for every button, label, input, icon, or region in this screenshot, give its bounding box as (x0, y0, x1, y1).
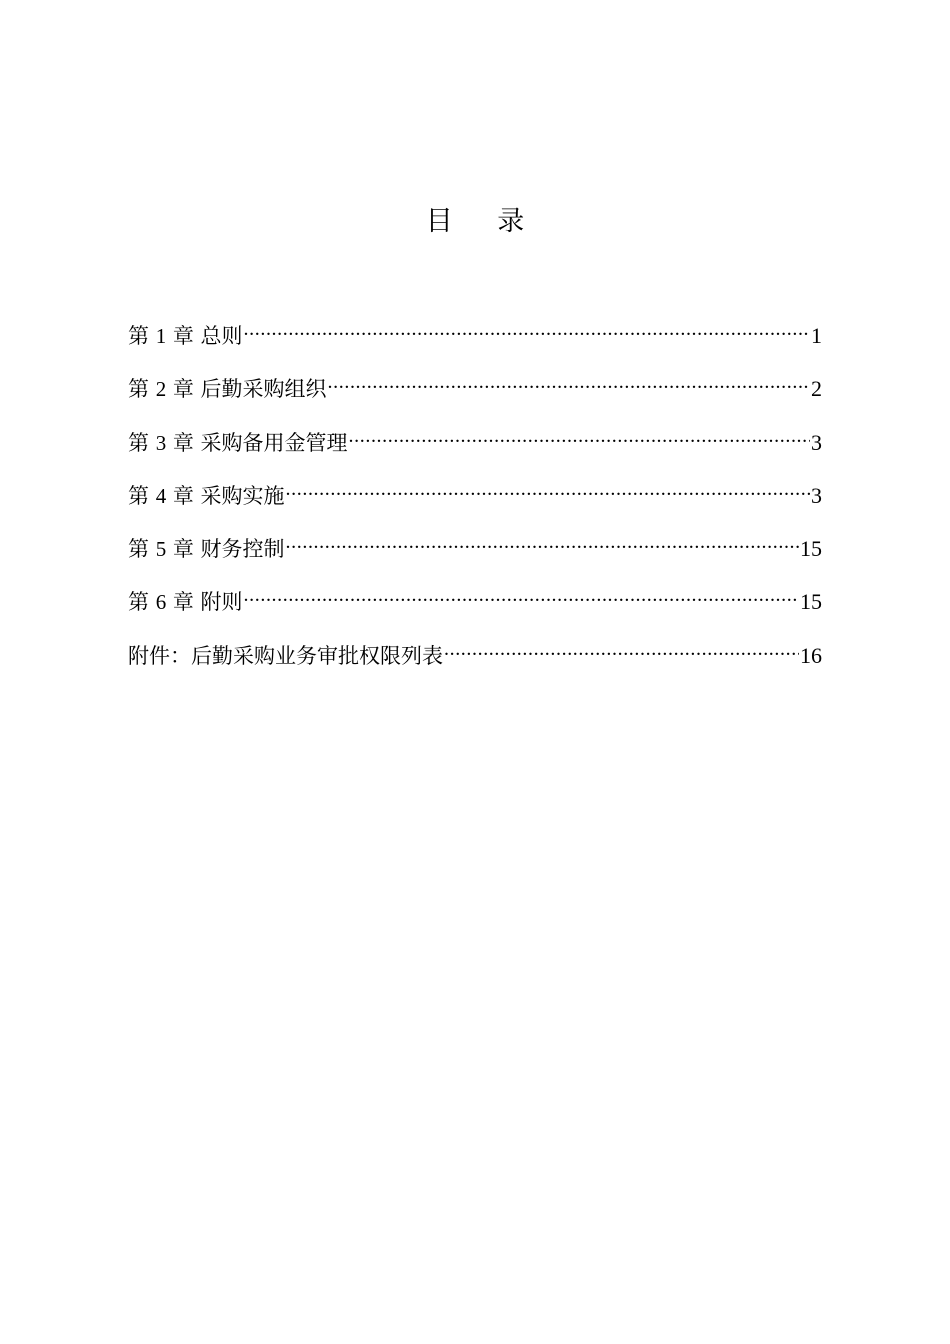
dot-leader (349, 430, 810, 450)
toc-entry-chapter-1[interactable] (128, 318, 822, 371)
toc-entry-label: 第 3 章 采购备用金管理 (128, 430, 348, 455)
dot-leader (286, 483, 810, 503)
toc-page-number: 16 (800, 642, 822, 668)
toc-entry-chapter-3[interactable] (128, 425, 822, 478)
dot-leader (328, 376, 810, 396)
toc-entry-chapter-5[interactable] (128, 531, 822, 584)
toc-entry-label: 附件：后勤采购业务审批权限列表 (128, 643, 443, 668)
toc-page-number: 1 (811, 323, 822, 348)
toc-entry-appendix[interactable] (128, 638, 822, 691)
dot-leader (244, 323, 810, 343)
toc-title: 目 录 (425, 206, 543, 237)
toc-entry-chapter-2[interactable] (128, 371, 822, 424)
toc-entry-chapter-4[interactable] (128, 478, 822, 531)
toc-entry-label: 第 5 章 财务控制 (128, 537, 285, 562)
toc-page-number: 2 (811, 376, 822, 402)
toc-entry-label: 第 2 章 后勤采购组织 (128, 377, 327, 402)
table-of-contents (128, 318, 822, 691)
dot-leader (286, 536, 799, 556)
toc-page-number: 15 (800, 536, 822, 562)
toc-page-number: 15 (800, 589, 822, 615)
toc-page-number: 3 (811, 429, 822, 455)
toc-entry-label: 第 1 章 总则 (128, 324, 243, 348)
toc-entry-label: 第 4 章 采购实施 (128, 483, 285, 508)
dot-leader (444, 643, 799, 663)
toc-page-number: 3 (811, 482, 822, 508)
toc-entry-label: 第 6 章 附则 (128, 590, 243, 615)
toc-entry-chapter-6[interactable] (128, 584, 822, 637)
dot-leader (244, 589, 799, 609)
